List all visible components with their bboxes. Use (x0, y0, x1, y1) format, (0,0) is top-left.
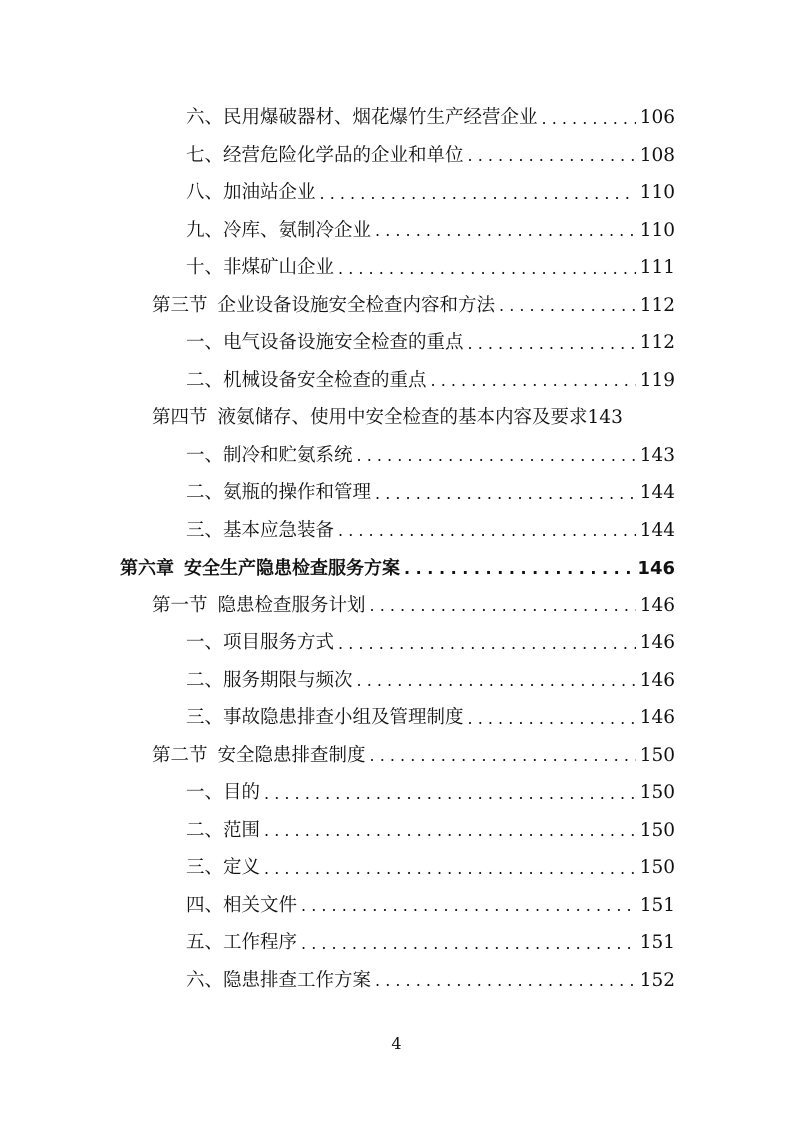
toc-entry-title: 目的 (223, 782, 261, 804)
toc-entry-page: 151 (639, 932, 675, 954)
toc-entry-title: 范围 (223, 819, 261, 841)
toc-entry-title: 定义 (223, 857, 261, 879)
page-number: 4 (391, 1034, 402, 1053)
toc-entry[interactable] (186, 438, 675, 475)
toc-entry-title: 工作程序 (223, 932, 298, 954)
toc-entry[interactable] (186, 513, 675, 550)
toc-entry-number: 十、 (186, 257, 224, 279)
toc-entry-number: 一、 (186, 332, 224, 354)
toc-entry[interactable] (152, 288, 675, 325)
toc-chapter-entry[interactable] (120, 550, 675, 587)
toc-entry-title: 安全隐患排查制度 (217, 744, 366, 766)
dot-leader (357, 448, 636, 464)
toc-entry-title: 相关文件 (223, 894, 298, 916)
toc-entry[interactable] (186, 363, 675, 400)
toc-entry[interactable] (186, 663, 675, 700)
toc-entry-page: 152 (639, 969, 675, 991)
toc-entry-number: 第一节 (152, 594, 208, 616)
toc-entry[interactable] (152, 738, 675, 775)
toc-entry-number: 二、 (186, 669, 224, 691)
toc-entry-number: 四、 (186, 894, 224, 916)
toc-entry-page: 106 (639, 107, 675, 129)
toc-entry-page: 150 (639, 857, 675, 879)
toc-entry-title: 项目服务方式 (223, 632, 335, 654)
dot-leader (338, 636, 636, 652)
toc-entry[interactable] (186, 888, 675, 925)
toc-entry-number: 二、 (186, 369, 224, 391)
toc-entry[interactable] (186, 175, 675, 212)
toc-entry-page: 151 (639, 894, 675, 916)
toc-entry-number: 第三节 (152, 294, 208, 316)
toc-entry-number: 二、 (186, 819, 224, 841)
toc-entry-title: 安全生产隐患检查服务方案 (184, 557, 400, 579)
toc-entry-title: 液氨储存、使用中安全检查的基本内容及要求 (217, 407, 588, 429)
toc-entry-page: 144 (639, 482, 675, 504)
toc-entry[interactable] (186, 325, 675, 362)
dot-leader (375, 223, 636, 239)
toc-entry-title: 经营危险化学品的企业和单位 (223, 144, 464, 166)
toc-entry-title: 隐患排查工作方案 (223, 969, 372, 991)
toc-entry[interactable] (186, 775, 675, 812)
toc-entry[interactable] (186, 250, 675, 287)
toc-entry-number: 第四节 (152, 407, 208, 429)
toc-entry-page: 119 (639, 369, 675, 391)
toc-entry-page: 146 (639, 669, 675, 691)
toc-entry-number: 三、 (186, 707, 224, 729)
toc-entry-title: 加油站企业 (223, 182, 316, 204)
toc-entry-number: 六、 (186, 107, 224, 129)
toc-entry-page: 146 (639, 632, 675, 654)
toc-entry-page: 110 (639, 219, 675, 241)
dot-leader (301, 936, 636, 952)
dot-leader (468, 711, 636, 727)
toc-entry[interactable] (152, 588, 675, 625)
toc-entry-title: 事故隐患排查小组及管理制度 (223, 707, 464, 729)
toc-entry-page: 110 (639, 182, 675, 204)
toc-entry[interactable] (186, 100, 675, 137)
toc-entry-page: 143 (587, 407, 623, 429)
dot-leader (264, 786, 636, 802)
toc-entry-page: 143 (639, 444, 675, 466)
toc-entry-title: 非煤矿山企业 (223, 257, 335, 279)
toc-entry-number: 一、 (186, 632, 224, 654)
toc-entry[interactable] (186, 625, 675, 662)
dot-leader (320, 186, 636, 202)
toc-entry-page: 146 (637, 557, 675, 579)
dot-leader (404, 561, 633, 577)
toc-entry-title: 企业设备设施安全检查内容和方法 (217, 294, 496, 316)
toc-entry-number: 二、 (186, 482, 224, 504)
toc-entry[interactable] (186, 963, 675, 1000)
dot-leader (338, 261, 636, 277)
toc-entry-number: 三、 (186, 857, 224, 879)
dot-leader (301, 898, 636, 914)
toc-entry-number: 第二节 (152, 744, 208, 766)
toc-entry[interactable] (186, 213, 675, 250)
toc-entry[interactable] (186, 138, 675, 175)
dot-leader (338, 523, 636, 539)
toc-entry-page: 108 (639, 144, 675, 166)
dot-leader (431, 373, 636, 389)
dot-leader (499, 298, 636, 314)
toc-entry-page: 144 (639, 519, 675, 541)
toc-entry-number: 七、 (186, 144, 224, 166)
dot-leader (468, 148, 636, 164)
toc-entry-page: 146 (639, 594, 675, 616)
toc-entry-number: 一、 (186, 444, 224, 466)
toc-entry-title: 基本应急装备 (223, 519, 335, 541)
dot-leader (375, 973, 636, 989)
dot-leader (375, 486, 636, 502)
toc-entry-number: 八、 (186, 182, 224, 204)
dot-leader (357, 673, 636, 689)
toc-entry[interactable] (186, 700, 675, 737)
toc-entry-page: 146 (639, 707, 675, 729)
toc-entry-number: 三、 (186, 519, 224, 541)
toc-entry[interactable] (186, 813, 675, 850)
toc-entry[interactable] (152, 400, 675, 437)
toc-entry[interactable] (186, 475, 675, 512)
toc-entry-title: 隐患检查服务计划 (217, 594, 366, 616)
toc-entry-number: 第六章 (120, 557, 174, 579)
toc-entry-title: 电气设备设施安全检查的重点 (223, 332, 464, 354)
toc-entry-title: 服务期限与频次 (223, 669, 353, 691)
toc-entry-page: 150 (639, 782, 675, 804)
toc-entry-number: 六、 (186, 969, 224, 991)
toc-entry-number: 九、 (186, 219, 224, 241)
toc-entry-title: 民用爆破器材、烟花爆竹生产经营企业 (223, 107, 538, 129)
toc-entry-title: 机械设备安全检查的重点 (223, 369, 427, 391)
toc-entry-page: 150 (639, 819, 675, 841)
toc-entry-title: 制冷和贮氨系统 (223, 444, 353, 466)
toc-entry-number: 五、 (186, 932, 224, 954)
toc-entry-page: 150 (639, 744, 675, 766)
toc-entry[interactable] (186, 925, 675, 962)
toc-entry-page: 112 (639, 332, 675, 354)
toc-entry-title: 冷库、氨制冷企业 (223, 219, 372, 241)
dot-leader (264, 861, 636, 877)
dot-leader (370, 598, 636, 614)
toc-entry-page: 111 (639, 257, 675, 279)
dot-leader (468, 336, 636, 352)
dot-leader (264, 823, 636, 839)
toc-entry-page: 112 (639, 294, 675, 316)
toc-entry[interactable] (186, 850, 675, 887)
toc-entry-number: 一、 (186, 782, 224, 804)
toc-entry-title: 氨瓶的操作和管理 (223, 482, 372, 504)
dot-leader (542, 111, 636, 127)
dot-leader (370, 748, 636, 764)
